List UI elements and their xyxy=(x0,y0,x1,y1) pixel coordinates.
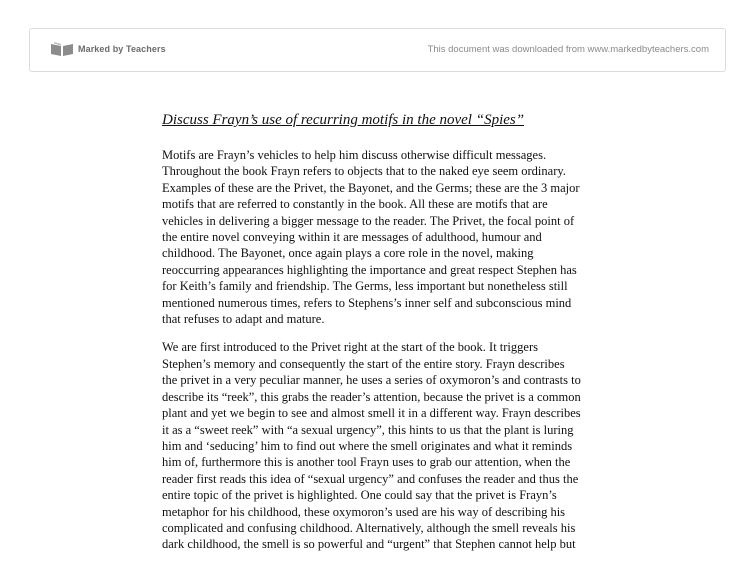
text-line: vehicles in delivering a bigger message to the reader. The Privet, the focal point of xyxy=(162,213,575,228)
text-line: it as a “sweet reek” with “a sexual urgency”, this hints to us that the plant is luring xyxy=(162,422,574,437)
text-line: Examples of these are the Privet, the Bayonet, and the Germs; these are the 3 major xyxy=(162,180,580,195)
text-line: entire topic of the privet is highlighted. One could say that the privet is Frayn’s xyxy=(162,488,557,503)
text-line: the privet in a very peculiar manner, he uses a series of oxymoron’s and contrasts to xyxy=(162,373,581,388)
text-line: reoccurring appearances highlighting the importance and great respect Stephen has xyxy=(162,262,577,277)
download-header xyxy=(29,28,726,72)
book-logo-icon xyxy=(50,41,74,57)
text-line: complicated and confusing childhood. Alternatively, although the smell reveals his xyxy=(162,520,576,535)
text-line: Stephen’s memory and consequently the start of the entire story. Frayn describes xyxy=(162,356,565,371)
text-line: motifs that are referred to constantly in the book. All these are motifs that are xyxy=(162,197,548,212)
text-line: reader first reads this idea of “sexual urgency” and confuses the reader and thus the xyxy=(162,471,579,486)
text-line: Motifs are Frayn’s vehicles to help him discuss otherwise difficult messages. xyxy=(162,148,547,162)
text-line: plant and yet we begin to see and almost smell it in a different way. Frayn describes xyxy=(162,406,581,421)
text-line: him and ‘seducing’ him to find out where the smell originates and what it reminds xyxy=(162,438,573,453)
marked-by-teachers-logo[interactable] xyxy=(50,41,166,57)
text-line: metaphor for his childhood, these oxymoron’s used are his way of describing his xyxy=(162,504,566,519)
paragraphs xyxy=(162,147,602,553)
text-line: mentioned numerous times, refers to Stephens’s inner self and subconscious mind xyxy=(162,295,572,310)
paragraph xyxy=(162,339,602,552)
document-body xyxy=(162,111,602,565)
text-line: the entire novel conveying within it are messages of adulthood, humour and xyxy=(162,230,542,245)
paragraph xyxy=(162,147,602,327)
text-line: dark childhood, the smell is so powerful and “urgent” that Stephen cannot help but xyxy=(162,537,576,552)
text-line: him of, furthermore this is another tool Frayn uses to grab our attention, when the xyxy=(162,455,571,470)
text-line: Throughout the book Frayn refers to objects that to the naked eye seem ordinary. xyxy=(162,164,566,179)
text-line: for Keith’s family and friendship. The Germs, less important but nonetheless still xyxy=(162,279,568,294)
download-note: This document was downloaded from www.markedbyteachers.com xyxy=(427,44,709,55)
document-title: Discuss Frayn’s use of recurring motifs in the novel “Spies” xyxy=(162,112,525,128)
text-line: that refuses to adapt and mature. xyxy=(162,312,325,327)
text-line: describe its “reek”, this grabs the reader’s attention, because the privet is a common xyxy=(162,389,581,404)
text-line: We are first introduced to the Privet right at the start of the book. It triggers xyxy=(162,340,538,355)
logo-text: Marked by Teachers xyxy=(78,44,166,54)
text-line: childhood. The Bayonet, once again plays a core role in the novel, making xyxy=(162,246,534,261)
